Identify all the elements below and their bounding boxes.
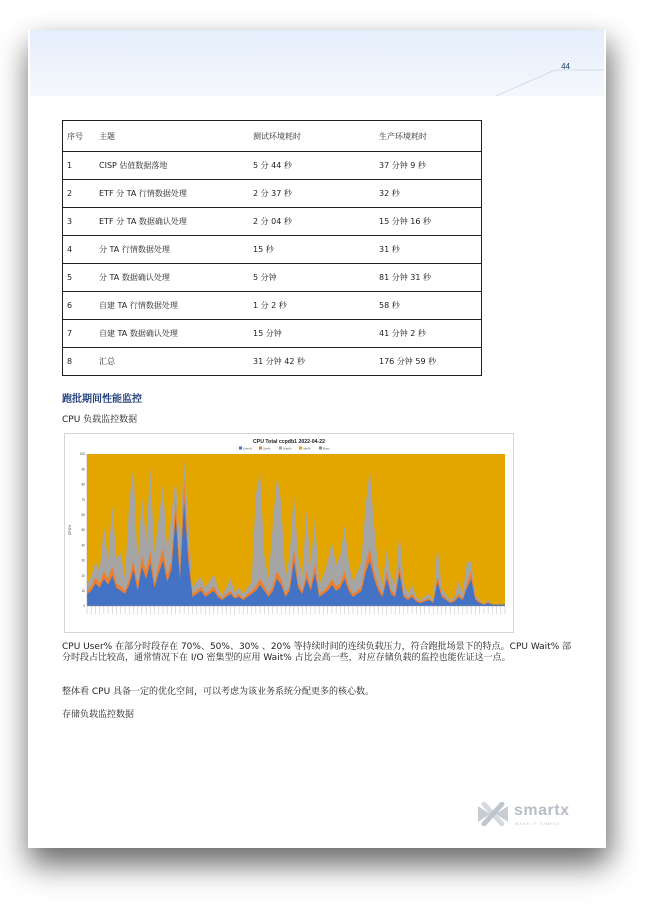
cell-no: 6 — [63, 292, 96, 320]
cell-no: 5 — [63, 264, 96, 292]
header-cell-topic: 主题 — [95, 121, 249, 152]
y-tick-label: 30 — [81, 558, 85, 563]
y-tick-label: 70 — [81, 497, 85, 502]
y-tick-label: 50 — [81, 528, 85, 533]
cell-no: 3 — [63, 208, 96, 236]
cell-prod-time: 58 秒 — [375, 292, 482, 320]
legend-label: Busy — [323, 446, 330, 451]
cell-topic: ETF 分 TA 数据确认处理 — [95, 208, 249, 236]
cell-no: 2 — [63, 180, 96, 208]
y-axis-label: CPU% — [68, 524, 72, 536]
table-row — [63, 236, 482, 264]
legend-swatch — [259, 447, 262, 450]
smartx-logo-icon — [476, 802, 510, 826]
paragraph-cpu-analysis: CPU User% 在部分时段存在 70%、50%、30% 、20% 等持续时间的连续负载压力，符合跑批场景下的特点。CPU Wait% 部分时段占比较高，通常情况下在 I/O 密集型的应用 Wait% 占比会高一些，对应存储负载的监控也能佐证这一点。 — [62, 642, 572, 663]
legend-label: Idle% — [303, 446, 311, 451]
page-number: 44 — [561, 62, 570, 71]
table-row — [63, 208, 482, 236]
legend-swatch — [239, 447, 242, 450]
table-row — [63, 292, 482, 320]
cell-prod-time: 31 秒 — [375, 236, 482, 264]
cell-test-time: 5 分钟 — [249, 264, 375, 292]
legend-label: Sys% — [263, 446, 271, 451]
legend-swatch — [319, 447, 322, 450]
section-title: 跑批期间性能监控 — [62, 394, 142, 405]
legend-label: User% — [243, 446, 253, 451]
cell-no: 1 — [63, 152, 96, 180]
y-tick-label: 60 — [81, 513, 85, 517]
timing-table — [62, 120, 482, 376]
cpu-chart — [65, 434, 513, 632]
logo-tagline: MAKE IT SIMPLE — [515, 821, 561, 826]
cpu-section-label: CPU 负载监控数据 — [62, 415, 138, 425]
table-row — [63, 264, 482, 292]
header-decoration — [30, 30, 604, 100]
cell-prod-time: 41 分钟 2 秒 — [375, 320, 482, 348]
chart-title: CPU Total ccpdb1 2022-04-22 — [253, 439, 325, 445]
cell-topic: 汇总 — [95, 348, 249, 376]
legend-swatch — [279, 447, 282, 450]
cell-test-time: 15 分钟 — [249, 320, 375, 348]
table-header-row — [63, 121, 482, 152]
cell-topic: 分 TA 行情数据处理 — [95, 236, 249, 264]
storage-section-label: 存储负载监控数据 — [62, 710, 135, 720]
cell-prod-time: 176 分钟 59 秒 — [375, 348, 482, 376]
cell-topic: 自建 TA 数据确认处理 — [95, 320, 249, 348]
table-row — [63, 152, 482, 180]
cell-topic: CISP 估值数据落地 — [95, 152, 249, 180]
cell-no: 8 — [63, 348, 96, 376]
logo-name: smartx — [514, 802, 570, 819]
y-tick-label: 100 — [79, 452, 85, 457]
legend-label: Wait% — [283, 446, 292, 451]
table-row — [63, 180, 482, 208]
cpu-chart-frame — [64, 433, 514, 633]
y-tick-label: 90 — [81, 467, 85, 472]
cell-prod-time: 32 秒 — [375, 180, 482, 208]
cell-test-time: 2 分 04 秒 — [249, 208, 375, 236]
y-tick-label: 10 — [81, 589, 85, 593]
cell-test-time: 1 分 2 秒 — [249, 292, 375, 320]
cell-test-time: 2 分 37 秒 — [249, 180, 375, 208]
cell-topic: 分 TA 数据确认处理 — [95, 264, 249, 292]
cell-prod-time: 15 分钟 16 秒 — [375, 208, 482, 236]
y-tick-label: 40 — [81, 543, 85, 548]
y-tick-label: 80 — [81, 482, 85, 487]
y-tick-label: 20 — [81, 573, 85, 578]
cell-test-time: 15 秒 — [249, 236, 375, 264]
cell-no: 7 — [63, 320, 96, 348]
y-tick-label: 0 — [83, 604, 85, 609]
cell-test-time: 31 分钟 42 秒 — [249, 348, 375, 376]
cell-topic: ETF 分 TA 行情数据处理 — [95, 180, 249, 208]
smartx-logo — [476, 800, 586, 828]
header-cell-no: 序号 — [63, 121, 96, 152]
cell-topic: 自建 TA 行情数据处理 — [95, 292, 249, 320]
legend-swatch — [299, 447, 302, 450]
cell-no: 4 — [63, 236, 96, 264]
document-page — [30, 30, 604, 846]
header-cell-test-time: 测试环境耗时 — [249, 121, 375, 152]
cell-prod-time: 81 分钟 31 秒 — [375, 264, 482, 292]
table-row — [63, 320, 482, 348]
paragraph-optimization: 整体看 CPU 具备一定的优化空间，可以考虑为该业务系统分配更多的核心数。 — [62, 687, 375, 697]
cell-test-time: 5 分 44 秒 — [249, 152, 375, 180]
header-cell-prod-time: 生产环境耗时 — [375, 121, 482, 152]
table-row — [63, 348, 482, 376]
cell-prod-time: 37 分钟 9 秒 — [375, 152, 482, 180]
